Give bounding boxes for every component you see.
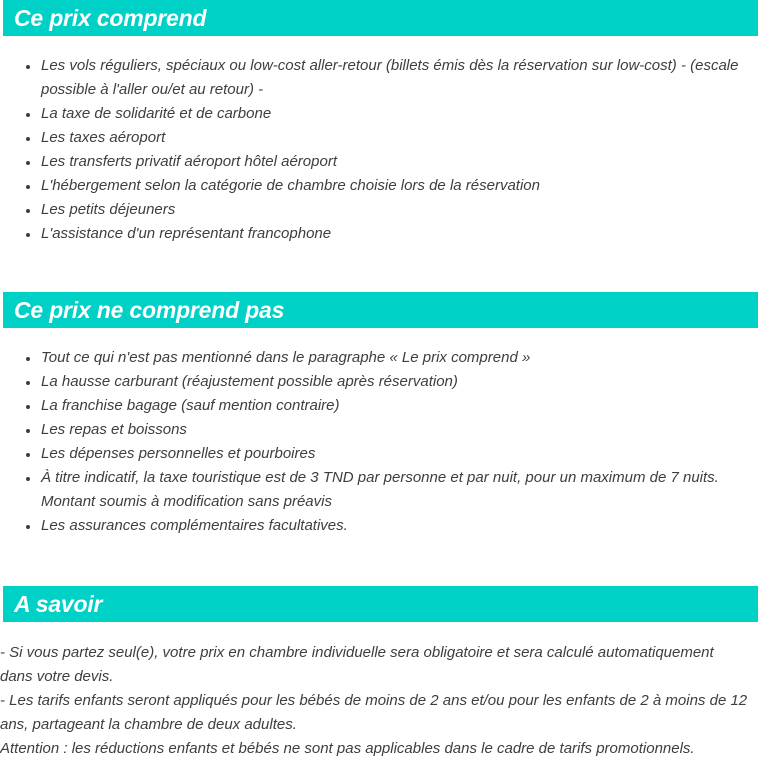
list-item: • L'assistance d'un représentant francophone [40, 222, 748, 246]
note-line: - Si vous partez seul(e), votre prix en chambre individuelle sera obligatoire et sera calculé automatiquement dans votre devis. [0, 644, 714, 685]
list-item: • Les transferts privatif aéroport hôtel aéroport [40, 150, 748, 174]
section-header-price-excludes: Ce prix ne comprend pas [3, 292, 758, 328]
list-item: • Les petits déjeuners [40, 198, 748, 222]
note-line: - Les tarifs enfants seront appliqués pour les bébés de moins de 2 ans et/ou pour les enfants de 2 à moins de 12 ans, partageant la chambre de deux adultes. [0, 692, 748, 733]
list-item: • La taxe de solidarité et de carbone [40, 102, 748, 126]
list-item: • Les taxes aéroport [40, 126, 748, 150]
price-excludes-list [0, 346, 758, 538]
list-item: • Les dépenses personnelles et pourboires [40, 442, 748, 466]
list-item: • La hausse carburant (réajustement possible après réservation) [40, 370, 748, 394]
list-item: • Les assurances complémentaires facultatives. [40, 514, 748, 538]
note-line: Attention : les réductions enfants et bébés ne sont pas applicables dans le cadre de tarifs promotionnels. [0, 740, 695, 757]
list-item: • L'hébergement selon la catégorie de chambre choisie lors de la réservation [40, 174, 748, 198]
list-item: • Les vols réguliers, spéciaux ou low-cost aller-retour (billets émis dès la réservation sur low-cost) - (escale possible à l'aller ou/et au retour) - [40, 54, 748, 102]
price-includes-list [0, 54, 758, 246]
section-header-notes: A savoir [3, 586, 758, 622]
notes-block [0, 641, 758, 761]
list-item: • La franchise bagage (sauf mention contraire) [40, 394, 748, 418]
list-item: • Tout ce qui n'est pas mentionné dans le paragraphe « Le prix comprend » [40, 346, 748, 370]
list-item: • Les repas et boissons [40, 418, 748, 442]
list-item: • À titre indicatif, la taxe touristique est de 3 TND par personne et par nuit, pour un maximum de 7 nuits. Montant soumis à modification sans préavis [40, 466, 748, 514]
section-header-price-includes: Ce prix comprend [3, 0, 758, 36]
